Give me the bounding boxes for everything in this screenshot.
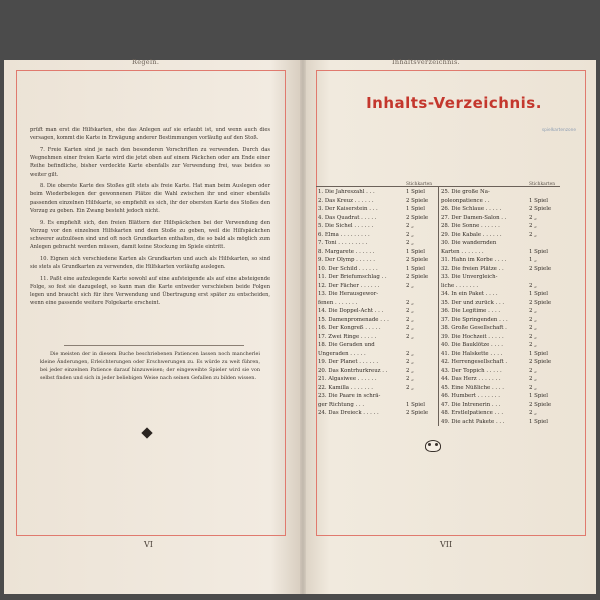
toc-entry-title: 3. Der Kaiserstein . . . [318,206,378,212]
toc-entry [318,265,436,274]
toc-entry-title: poleonpatience . . [441,197,490,204]
toc-entry [318,197,436,206]
toc-entry [318,324,436,333]
toc-entry [441,197,559,206]
toc-entry-count: 2 „ [406,333,414,340]
toc-entry-title: 24. Das Dreieck . . . . . [318,410,379,416]
toc-entry-count: 2 Spiele [406,257,429,263]
toc-entry [441,350,559,359]
toc-entry [318,282,436,291]
column-header-left: Stichkarten [406,182,433,187]
toc-entry [441,409,559,418]
toc-entry [318,256,436,265]
toc-entry-count: 2 „ [406,376,414,382]
footnote: Die meisten der in diesem Buche beschriebenen Patiencen lassen noch mancherlei kleine Änderungen, Erleichterungen oder Erschwerungen zu. Es würde zu weit führen, bei jeder einzelnen Patience darauf hinzuweisen; der eingeweihte Spieler wird sie von selbst finden und sich in jeder beliebigen Weise nach seinen Gefallen zu bilden wissen. [40,351,260,381]
toc-entry-title: 41. Die Halskette . . . . [441,350,503,357]
toc-entry-count: 2 Spiele [529,359,552,365]
toc-entry [441,290,559,299]
toc-entry-count: 2 „ [406,308,414,314]
right-page-number: VII [440,540,453,549]
toc-entry-title: liche . . . . . . . [441,282,479,289]
toc-entry-count: 2 „ [406,350,414,357]
toc-entry [441,316,559,325]
toc-entry [441,384,559,393]
mascot-face-icon [425,440,441,452]
toc-entry [441,341,559,350]
toc-entry-count: 2 „ [406,384,414,391]
toc-entry [441,231,559,240]
toc-entry-title: 42. Herrengesellschaft . [441,359,508,365]
toc-entry-count: 2 „ [529,308,537,314]
paragraph: 9. Es empfiehlt sich, den freien Blättern der Hilfspäckchen bei der Verwendung den Vorzug vor den einzelnen Hilfskarten und dem Stoße zu geben, weil die Hilfspäckchen schwerer aufzulösen sind und oft noch Grundkarten enthalten, die so bald als möglich zum Anlegen gebracht werden müssen, damit keine Stockung im Spiele eintritt. [30,219,270,251]
toc-entry-title: 45. Eine Nüßliche . . . . [441,384,504,391]
toc-entry [441,401,559,410]
toc-entry-count [406,341,436,350]
column-divider [438,186,439,426]
toc-entry-count: 1 Spiel [529,248,548,255]
toc-entry-count: 2 „ [406,367,414,374]
toc-entry [441,307,559,316]
toc-entry-count: 2 „ [406,223,414,229]
toc-entry-title: 2. Das Kreuz . . . . . . [318,197,374,204]
toc-entry [441,188,559,197]
toc-entry-count: 2 „ [529,367,537,374]
toc-entry-title: 44. Das Herz . . . . . . . [441,376,501,382]
toc-entry-title: 34. In ein Paket . . . . [441,291,498,297]
toc-entry-title: 10. Der Schild . . . . . . [318,265,378,272]
toc-entry-count: 2 „ [529,333,537,340]
toc-entry [318,248,436,257]
toc-entry-title: 19. Der Planet . . . . . . [318,359,379,365]
left-running-head: Regeln. [132,58,160,66]
toc-entry-count: 2 Spiele [529,401,552,408]
toc-entry [441,375,559,384]
toc-entry-count: 2 Spiele [406,214,429,221]
toc-entry-title: 13. Die Herausgewor- [318,291,379,297]
toc-entry-count: 2 „ [406,359,414,365]
toc-entry-title: 23. Die Paare in schrä- [318,393,381,399]
toc-entry-title: 35. Der und zurück . . . [441,299,505,306]
toc-entry [318,350,436,359]
toc-entry [318,307,436,316]
paragraph: 8. Die oberste Karte des Stoßes gilt stets als freie Karte. Hat man beim Auslegen oder beim Wiederbelegen der gewonnenen Plätze die Wahl zwischen ihr und einer ebenfalls passenden einzelnen Hilfskarte, so empfiehlt es sich, ihr der obersten Karte des Stoßes den Vorzug zu geben. Ein Zwang besteht jedoch nicht. [30,183,270,214]
toc-entry-count [406,290,436,299]
toc-entry-count: 1 Spiel [406,265,425,272]
toc-entry-count [529,188,559,197]
toc-entry-count: 1 Spiel [406,248,425,255]
toc-entry-count: 2 Spiele [529,299,552,306]
toc-entry-count: 1 Spiel [529,350,548,357]
toc-entry [441,265,559,274]
toc-entry-title: 22. Kamilla . . . . . . . [318,384,374,391]
toc-title: Inhalts-Verzeichnis. [366,94,542,112]
toc-entry [441,248,559,257]
paragraph: prüft man erst die Hilfskarten, ehe das Anlegen auf sie erlaubt ist, und wenn auch dies versagen, kommt die Karte in Erwägung anderer Bestimmungen vorläufig auf den Stoß. [30,127,270,142]
toc-entry [441,333,559,342]
toc-entry-title: 47. Die Intrenerin . . . [441,401,501,408]
toc-entry-title: 11. Der Briefumschlag . . [318,274,387,280]
toc-entry-count: 1 Spiel [529,291,548,297]
toc-entry-title: 48. Erstlelpatience . . . [441,410,504,416]
toc-entry [441,358,559,367]
toc-entry-count: 2 „ [406,325,414,331]
toc-entry-title: 43. Der Toppich . . . . . [441,367,502,374]
toc-entry-title: 8. Margarete . . . . . . [318,248,375,255]
toc-entry-count: 2 „ [529,231,537,238]
toc-entry-count: 2 „ [529,282,537,289]
toc-entry-count: 2 „ [529,316,537,323]
toc-entry [318,316,436,325]
toc-entry [318,290,436,299]
book-gutter [300,60,306,594]
toc-entry-title: 18. Die Geraden und [318,342,375,348]
toc-entry-count: 1 Spiel [406,401,425,408]
toc-entry [318,384,436,393]
toc-entry-title: 4. Das Quadrat . . . . . [318,214,377,221]
toc-entry-title: 49. Die acht Pakete . . . [441,418,505,425]
toc-entry [441,239,559,248]
toc-entry-title: 33. Die Unvergleich- [441,274,498,280]
toc-entry-title: 7. Toni . . . . . . . . . [318,240,368,246]
toc-entry [318,214,436,223]
left-body-text [30,126,270,311]
toc-entry [441,256,559,265]
toc-entry [318,205,436,214]
toc-entry [441,367,559,376]
toc-entry-count [529,239,559,248]
toc-entry-title: Ungeraden . . . . . [318,350,366,357]
toc-entry-count: 2 Spiele [529,265,552,272]
toc-entry [318,239,436,248]
toc-entry-title: 6. Elma . . . . . . . . . [318,231,370,238]
toc-entry-count: 2 „ [406,299,414,306]
toc-entry-count: 1 Spiel [529,393,548,399]
toc-entry-count: 2 Spiele [406,410,429,416]
toc-entry [441,282,559,291]
toc-entry-count: 2 „ [529,325,537,331]
toc-entry-title: 1. Die Jahreszahl . . . [318,189,375,195]
toc-entry [441,222,559,231]
toc-entry-count: 1 Spiel [406,206,425,212]
toc-entry [318,358,436,367]
toc-entry-count: 1 Spiel [529,197,548,204]
toc-entry-title: 31. Hahn im Korbe . . . . [441,257,507,263]
toc-entry [441,214,559,223]
toc-entry-title: 30. Die wandernden [441,240,497,246]
toc-entry-count [406,392,436,401]
paragraph: 11. Paßt eine aufzulegende Karte sowohl auf eine aufsteigende als auf eine absteigende Folge, so fest sie dazugelegt, so kann man die Karte entweder verschieben beide Folgen legen und braucht sich für ihre Verwendung und Übertragung erst später zu entscheiden, wenn eine passende weitere Folgekarte erscheint. [30,275,270,307]
paragraph: 10. Eignen sich verschiedene Karten als Grundkarten und auch als Hilfskarten, so sind sie stets als Grundkarten zu verwenden, die Hilfskarten vorläufig auslegen. [30,255,270,271]
toc-entry-count: 2 „ [529,384,537,391]
book-spread [4,60,596,594]
toc-entry-title: ger Richtung . . . [318,401,365,408]
toc-entry-count: 1 Spiel [529,418,548,425]
toc-entry-title: fenen . . . . . . . [318,299,358,306]
toc-entry [441,299,559,308]
toc-entry-title: 39. Die Hochzeit . . . . . [441,333,504,340]
toc-entry-title: 36. Die Legitime . . . . [441,308,501,314]
toc-entry-count: 2 „ [529,342,537,348]
toc-entry [318,222,436,231]
toc-entry-count: 2 „ [529,214,537,221]
toc-entry-title: 12. Der Fächer . . . . . . [318,282,380,289]
left-page-number: VI [144,540,153,549]
toc-entry [318,273,436,282]
toc-entry-title: 32. Die freien Plätze . . [441,265,504,272]
toc-entry-title: 26. Die Schlaue . . . . . [441,206,502,212]
section-divider [64,345,244,346]
toc-entry [318,401,436,410]
toc-entry-count: 2 Spiele [529,206,552,212]
toc-entry-title: 16. Der Kongreß . . . . . [318,325,381,331]
toc-entry [441,273,559,282]
toc-entry-count: 2 „ [529,376,537,382]
toc-entry-count: 2 Spiele [406,197,429,204]
toc-entry-title: 37. Die Springenden . . . [441,316,508,323]
right-running-head: Inhaltsverzeichnis. [392,58,461,66]
toc-entry-title: 5. Die Sichel . . . . . . [318,223,374,229]
toc-entry-count: 2 „ [529,223,537,229]
toc-entry-count: 1 „ [529,257,537,263]
toc-entry-title: 15. Damenpromenade . . . [318,316,389,323]
toc-entry-title: 9. Der Olymp . . . . . . [318,257,375,263]
toc-entry [318,299,436,308]
toc-entry-title: 40. Die Bauklötze . . . . [441,342,504,348]
toc-entry [318,188,436,197]
toc-entry [318,333,436,342]
toc-entry-title: 46. Humbert . . . . . . . [441,393,500,399]
toc-entry [318,231,436,240]
toc-entry-count: 2 „ [406,282,414,289]
toc-entry [318,409,436,418]
toc-entry [318,392,436,401]
toc-entry-count: 2 „ [406,231,414,238]
toc-entry-count: 2 „ [529,410,537,416]
toc-entry [318,341,436,350]
toc-entry-count: 2 „ [406,316,414,323]
toc-left-column [318,188,436,418]
toc-entry-title: 14. Die Doppel-Acht . . . [318,308,384,314]
toc-entry-title: 20. Das Kontrhurkreuz . . [318,367,388,374]
toc-entry-title: 25. Die große Na- [441,189,490,195]
toc-entry-title: 28. Die Sonne . . . . . . [441,223,500,229]
toc-entry-title: Karten . . . . . . . [441,248,484,255]
toc-entry-count [529,273,559,282]
toc-entry [318,375,436,384]
toc-entry-count: 2 „ [406,240,414,246]
toc-entry-count: 2 Spiele [406,274,429,280]
toc-right-column [441,188,559,426]
toc-entry-title: 27. Der Damen-Salon . . [441,214,507,221]
toc-entry-title: 17. Zwei Ringe . . . . . [318,333,377,340]
toc-entry-title: 29. Die Kabale . . . . . . [441,231,502,238]
watermark: spielkartenzone [541,128,576,133]
column-header-right: Stichkarten [529,182,556,187]
toc-entry [441,418,559,427]
toc-entry [441,205,559,214]
paragraph: 7. Freie Karten sind je nach den besonderen Vorschriften zu verwenden. Durch das Wegnehmen einer freien Karte wird die jetzt oben auf einem Päckchen oder am Ende einer Reihe befindliche, bisher verdeckte Karte ebenfalls zur Verwendung frei, was beides so weiter gilt. [30,146,270,178]
toc-entry-count: 1 Spiel [406,189,425,195]
toc-entry [318,367,436,376]
toc-entry [441,324,559,333]
toc-entry [441,392,559,401]
toc-entry-title: 38. Große Gesellschaft . [441,325,507,331]
toc-entry-title: 21. Algasiwee . . . . . . [318,376,377,382]
